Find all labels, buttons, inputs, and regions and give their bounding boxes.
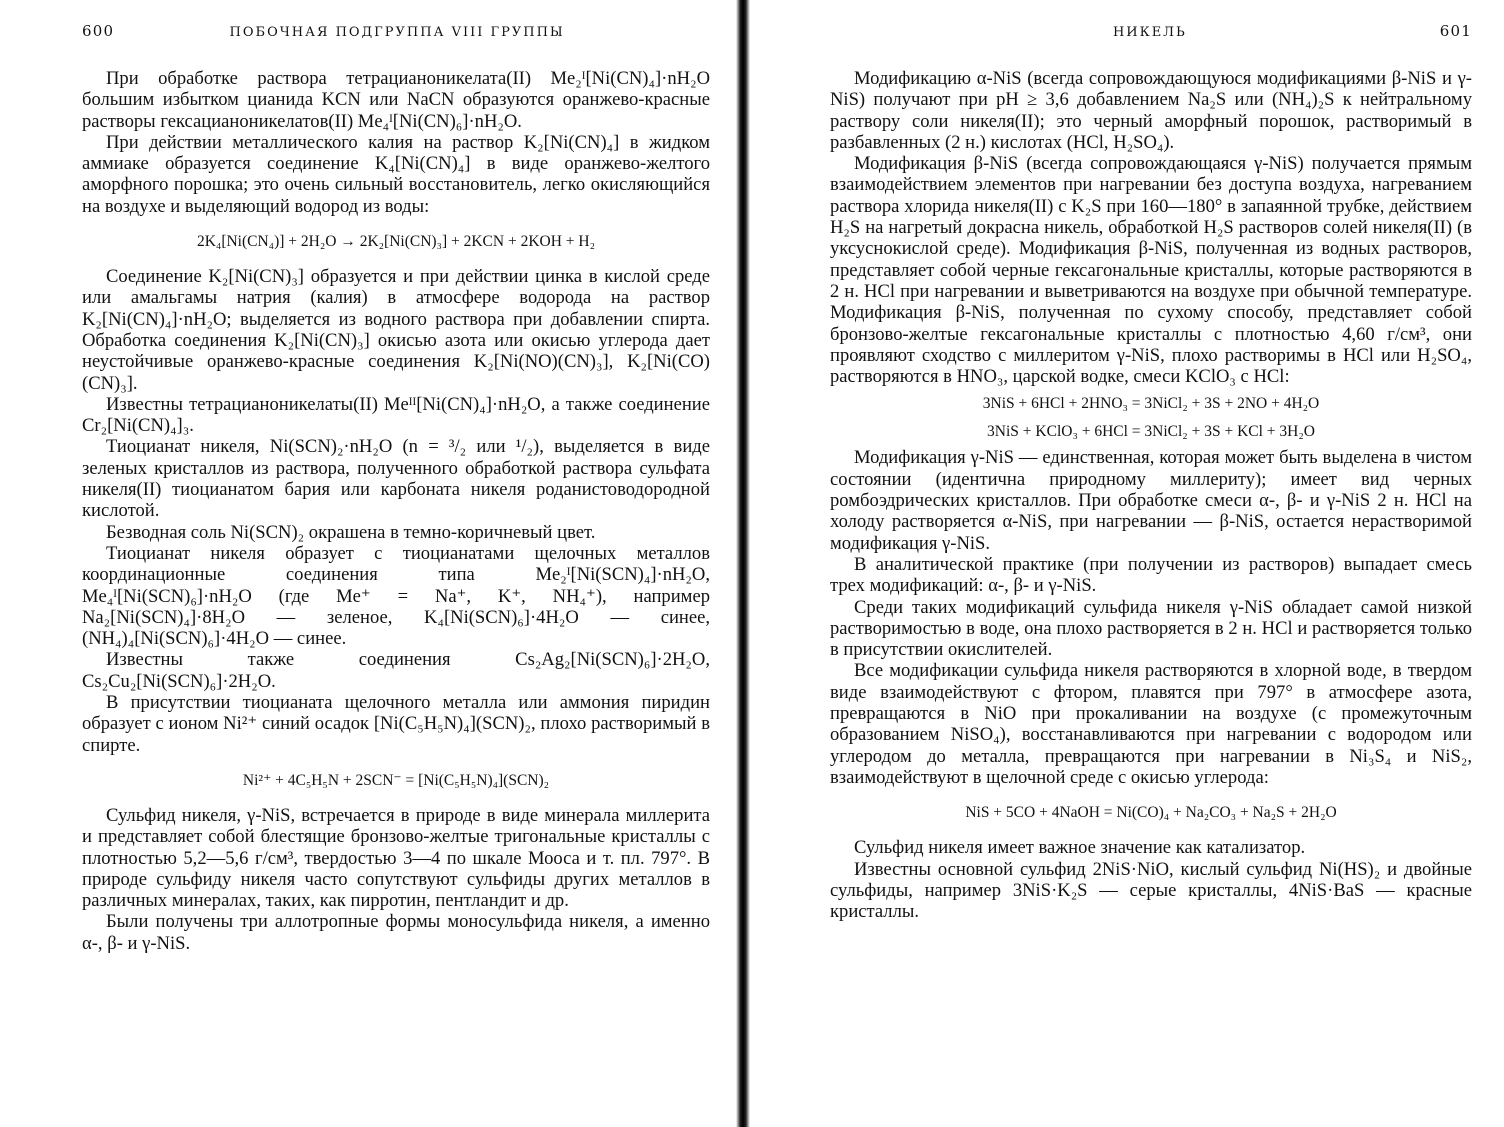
paragraph: Сульфид никеля имеет важное значение как катализатор. bbox=[854, 837, 1306, 859]
book-gutter bbox=[736, 0, 750, 1127]
paragraph: При действии металлического калия на раствор K₂[Ni(CN)₄] в жидком аммиаке образуется соединение K₄[Ni(CN)₄] в виде оранжево-желтого аморфного порошка; это очень сильный восстановитель, легко окисляющийся на воздухе и выделяющий водород из воды: bbox=[82, 131, 710, 217]
left-page-body bbox=[82, 68, 710, 954]
paragraph: Все модификации сульфида никеля растворяются в хлорной воде, в твердом виде взаимодействуют с фтором, плавятся при 797° в атмосфере азота, превращаются в NiO при прокаливании на воздухе (с промежуточным образованием NiSO₄), восстанавливаются при нагревании с водородом или углеродом до металла, превращаются при нагревании в Ni₃S₄ и NiS₂, взаимодействуют в щелочной среде с окисью углерода: bbox=[830, 660, 1472, 788]
right-page-number: 601 bbox=[1439, 22, 1472, 40]
paragraph: Известны основной сульфид 2NiS·NiO, кислый сульфид Ni(HS)₂ и двойные сульфиды, например 3NiS·K₂S — серые кристаллы, 4NiS·BaS — красные кристаллы. bbox=[830, 858, 1472, 923]
paragraph: В присутствии тиоцианата щелочного металла или аммония пиридин образует с ионом Ni²⁺ синий осадок [Ni(C₅H₅N)₄](SCN)₂, плохо растворимый в спирте. bbox=[82, 692, 710, 756]
left-page-header bbox=[82, 22, 710, 42]
paragraph: Сульфид никеля, γ-NiS, встречается в природе в виде минерала миллерита и представляет собой блестящие бронзово-желтые тригональные кристаллы с плотностью 5,2—5,6 г/см³, твердостью 3—4 по шкале Мооса и т. пл. 797°. В природе сульфиду никеля часто сопутствуют сульфиды других металлов в различных минералах, таких, как пирротин, пентландит и др. bbox=[82, 804, 710, 912]
right-running-title: НИКЕЛЬ bbox=[1112, 25, 1187, 40]
paragraph: Модификацию α-NiS (всегда сопровождающуюся модификациями β-NiS и γ-NiS) получают при pH ≥ 3,6 добавлением Na₂S или (NH₄)₂S к нейтральному раствору соли никеля(II); это черный аморфный порошок, растворимый в разбавленных (2 н.) кислотах (HCl, H₂SO₄). bbox=[830, 68, 1472, 153]
equation: Ni²⁺ + 4C₅H₅N + 2SCN⁻ = [Ni(C₅H₅N)₄](SCN)₂ bbox=[242, 771, 550, 789]
paragraph: Модификация β-NiS (всегда сопровождающаяся γ-NiS) получается прямым взаимодействием элементов при нагревании без доступа воздуха, нагреванием раствора хлорида никеля(II) с K₂S при 160—180° в запаянной трубке, действием H₂S на нагретый докрасна никель, обработкой H₂S растворов солей никеля(II) (в уксуснокислой среде). Модификация β-NiS, полученная из водных растворов, представляет собой черные гексагональные кристаллы, которые растворяются в 2 н. HCl при нагревании и выветриваются на воздухе при обычной температуре. Модификация β-NiS, полученная по сухому способу, представляет собой бронзово-желтые гексагональные кристаллы с плотностью 4,60 г/см³, они проявляют сходство с миллеритом γ-NiS, плохо растворимы в HCl или H₂SO₄, растворяются в HNO₃, царской водке, смеси KClO₃ с HCl: bbox=[830, 153, 1472, 388]
paragraph: Безводная соль Ni(SCN)₂ окрашена в темно-коричневый цвет. bbox=[106, 521, 596, 543]
equation: NiS + 5CO + 4NaOH = Ni(CO)₄ + Na₂CO₃ + Na₂S + 2H₂O bbox=[965, 804, 1337, 822]
left-page bbox=[0, 0, 746, 1127]
paragraph: Известны тетрацианоникелаты(II) Meᴵᴵ[Ni(CN)₄]·nH₂O, а также соединение Cr₂[Ni(CN)₄]₃. bbox=[82, 393, 710, 437]
paragraph: Среди таких модификаций сульфида никеля γ-NiS обладает самой низкой растворимостью в воде, она плохо растворяется в 2 н. HCl и растворяется только в присутствии окислителей. bbox=[830, 596, 1472, 661]
paragraph: Соединение K₂[Ni(CN)₃] образуется и при действии цинка в кислой среде или амальгамы натрия (калия) в атмосфере водорода на раствор K₂[Ni(CN)₄]·nH₂O; выделяется из водного раствора при добавлении спирта. Обработка соединения K₂[Ni(CN)₃] окисью азота или окисью углерода дает неустойчивые оранжево-красные соединения K₂[Ni(NO)(CN)₃], K₂[Ni(CO)(CN)₃]. bbox=[82, 266, 710, 394]
right-page-header bbox=[830, 22, 1472, 42]
equation: 3NiS + 6HCl + 2HNO₃ = 3NiCl₂ + 3S + 2NO + 4H₂O bbox=[982, 395, 1320, 413]
right-page bbox=[764, 0, 1504, 1127]
paragraph: При обработке раствора тетрацианоникелата(II) Me₂ᴵ[Ni(CN)₄]·nH₂O большим избытком цианида KCN или NaCN образуются оранжево-красные растворы гексацианоникелатов(II) Me₄ᴵ[Ni(CN)₆]·nH₂O. bbox=[82, 68, 710, 132]
paragraph: Тиоцианат никеля, Ni(SCN)₂·nH₂O (n = ³/₂ или ¹/₂), выделяется в виде зеленых кристаллов из раствора, полученного обработкой раствора сульфата никеля(II) тиоцианатом бария или карбоната никеля роданистоводородной кислотой. bbox=[82, 436, 710, 522]
paragraph: В аналитической практике (при получении из растворов) выпадает смесь трех модификаций: α-, β- и γ-NiS. bbox=[830, 553, 1472, 597]
paragraph: Известны также соединения Cs₂Ag₂[Ni(SCN)₆]·2H₂O, Cs₂Cu₂[Ni(SCN)₆]·2H₂O. bbox=[82, 649, 710, 692]
paragraph: Были получены три аллотропные формы моносульфида никеля, а именно α-, β- и γ-NiS. bbox=[82, 911, 710, 954]
equation: 3NiS + KClO₃ + 6HCl = 3NiCl₂ + 3S + KCl + 3H₂O bbox=[987, 423, 1315, 441]
right-page-body bbox=[830, 68, 1472, 922]
paragraph: Модификация γ-NiS — единственная, которая может быть выделена в чистом состоянии (идентична природному миллериту); имеет вид черных ромбоэдрических кристаллов. При обработке смеси α-, β- и γ-NiS 2 н. HCl на холоду растворяется α-NiS, при нагревании — β-NiS, остается нерастворимой модификация γ-NiS. bbox=[830, 447, 1472, 554]
equation: 2K₄[Ni(CN₄)] + 2H₂O → 2K₂[Ni(CN)₃] + 2KCN + 2KOH + H₂ bbox=[196, 233, 596, 251]
paragraph: Тиоцианат никеля образует с тиоцианатами щелочных металлов координационные соединения типа Me₂ᴵ[Ni(SCN)₄]·nH₂O, Me₄ᴵ[Ni(SCN)₆]·nH₂O (где Me⁺ = Na⁺, K⁺, NH₄⁺), например Na₂[Ni(SCN)₄]·8H₂O — зеленое, K₄[Ni(SCN)₆]·4H₂O — синее, (NH₄)₄[Ni(SCN)₆]·4H₂O — синее. bbox=[82, 542, 710, 650]
left-page-number: 600 bbox=[82, 22, 115, 40]
left-running-title: ПОБОЧНАЯ ПОДГРУППА VIII ГРУППЫ bbox=[229, 25, 565, 40]
